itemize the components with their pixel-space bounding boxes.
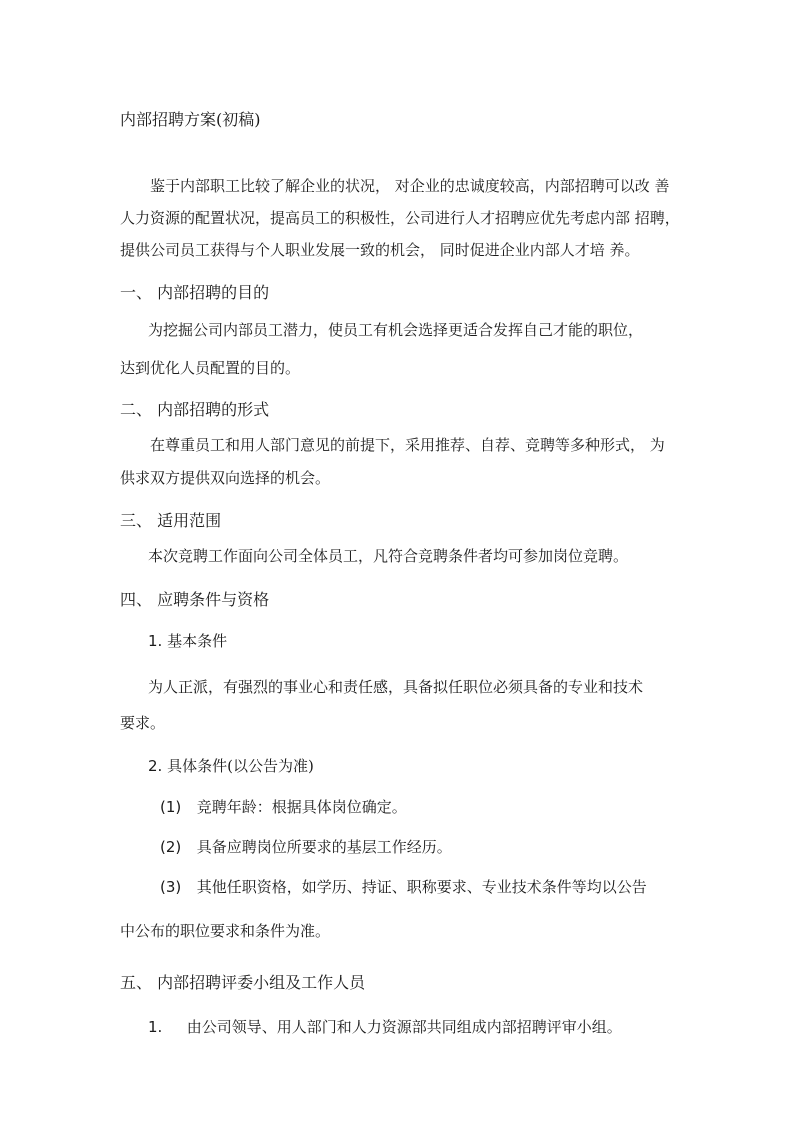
subsection-1-line-1: 为人正派，有强烈的事业心和责任感，具备拟任职位必须具备的专业和技术	[148, 678, 644, 696]
condition-item-1-number: (1)	[160, 798, 182, 816]
condition-item-2-number: (2)	[160, 838, 182, 856]
section-3-line-1: 本次竞聘工作面向公司全体员工，凡符合竞聘条件者均可参加岗位竞聘。	[148, 547, 629, 565]
intro-line-3: 提供公司员工获得与个人职业发展一致的机会， 同时促进企业内部人才培 养。	[120, 241, 640, 259]
section-5-item-1-number: 1.	[148, 1018, 163, 1036]
subsection-2-title: 具体条件(以公告为准)	[167, 757, 314, 775]
section-3-heading: 三、 适用范围	[120, 511, 222, 530]
subsection-2	[148, 756, 314, 776]
section-5-item-1-text: 由公司领导、用人部门和人力资源部共同组成内部招聘评审小组。	[186, 1018, 622, 1036]
condition-item-2-text: 具备应聘岗位所要求的基层工作经历。	[196, 838, 452, 856]
document-title: 内部招聘方案(初稿)	[120, 110, 261, 129]
section-5-item-1	[148, 1017, 622, 1037]
condition-item-3	[160, 877, 647, 897]
section-2-line-1: 在尊重员工和用人部门意见的前提下，采用推荐、自荐、竞聘等多种形式， 为	[150, 436, 665, 454]
condition-item-3-number: (3)	[160, 878, 182, 896]
subsection-1-number: 1.	[148, 632, 163, 650]
condition-item-3-continuation: 中公布的职位要求和条件为准。	[120, 922, 331, 940]
condition-item-1	[160, 797, 407, 817]
subsection-1-title: 基本条件	[167, 632, 228, 650]
condition-item-3-text: 其他任职资格，如学历、持证、职称要求、专业技术条件等均以公告	[196, 878, 647, 896]
section-4-heading: 四、 应聘条件与资格	[120, 590, 270, 609]
section-5-heading: 五、 内部招聘评委小组及工作人员	[120, 973, 366, 992]
condition-item-2	[160, 837, 452, 857]
section-1-heading: 一、 内部招聘的目的	[120, 283, 270, 302]
subsection-2-number: 2.	[148, 757, 163, 775]
section-1-line-1: 为挖掘公司内部员工潜力，使员工有机会选择更适合发挥自己才能的职位，	[148, 321, 644, 339]
subsection-1-line-2: 要求。	[120, 714, 166, 732]
section-2-heading: 二、 内部招聘的形式	[120, 400, 270, 419]
intro-line-2: 人力资源的配置状况，提高员工的积极性，公司进行人才招聘应优先考虑内部 招聘，	[120, 209, 680, 227]
condition-item-1-text: 竞聘年龄：根据具体岗位确定。	[196, 798, 407, 816]
section-2-line-2: 供求双方提供双向选择的机会。	[120, 469, 331, 487]
subsection-1	[148, 631, 227, 651]
section-1-line-2: 达到优化人员配置的目的。	[120, 359, 301, 377]
intro-line-1: 鉴于内部职工比较了解企业的状况， 对企业的忠诚度较高，内部招聘可以改 善	[150, 177, 670, 195]
